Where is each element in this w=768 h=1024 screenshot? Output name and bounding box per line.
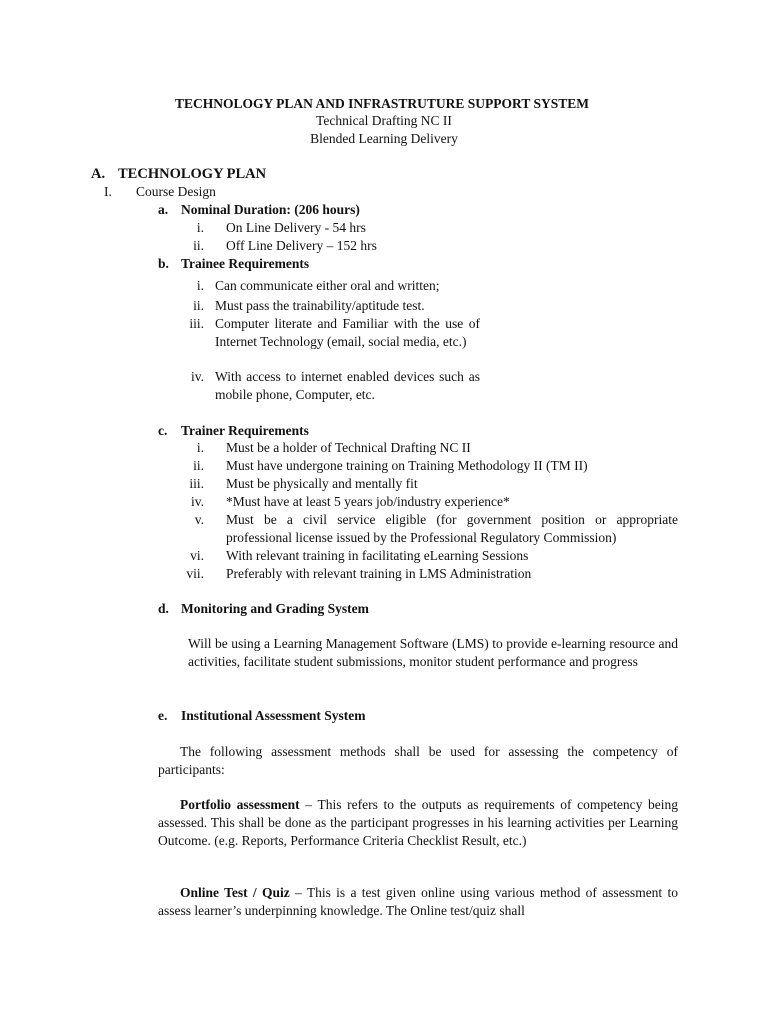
trainer-title: Trainer Requirements — [181, 423, 309, 438]
trainer-item-text: *Must have at least 5 years job/industry experience* — [226, 494, 510, 509]
nominal-item-text: On Line Delivery - 54 hrs — [226, 220, 366, 235]
monitoring-title: Monitoring and Grading System — [181, 601, 369, 616]
trainee-item-text: Computer literate and Familiar with the use of Internet Technology (email, social media, etc.) — [215, 316, 480, 349]
trainee-item-num: ii. — [193, 298, 204, 313]
section-a-title: TECHNOLOGY PLAN — [118, 166, 267, 182]
document-title: TECHNOLOGY PLAN AND INFRASTRUTURE SUPPORT SYSTEM — [175, 96, 589, 111]
trainee-item-num: i. — [196, 278, 204, 293]
nominal-item-num: i. — [196, 220, 204, 235]
online-test-paragraph — [158, 884, 678, 920]
trainer-item-text: With relevant training in facilitating eLearning Sessions — [226, 548, 529, 563]
trainer-item-num: vii. — [186, 566, 204, 581]
course-design-numeral: I. — [104, 184, 112, 199]
section-a-label: A. — [91, 166, 106, 182]
trainer-letter: c. — [158, 423, 168, 438]
trainer-item-text: Must be physically and mentally fit — [226, 476, 418, 491]
trainer-item-text: Must have undergone training on Training Methodology II (TM II) — [226, 458, 588, 473]
trainer-item-num: i. — [196, 440, 204, 455]
trainee-item-text: With access to internet enabled devices such as mobile phone, Computer, etc. — [215, 369, 480, 402]
course-design-title: Course Design — [136, 184, 216, 199]
assessment-letter: e. — [158, 708, 168, 723]
trainer-item-text: Preferably with relevant training in LMS Administration — [226, 566, 532, 581]
trainer-item-text: Must be a civil service eligible (for government position or appropriate professional license issued by the Professional Regulatory Commission) — [226, 512, 678, 545]
nominal-item-num: ii. — [193, 238, 204, 253]
trainee-letter: b. — [158, 256, 169, 271]
portfolio-assessment-term: Portfolio assessment — [180, 797, 300, 812]
trainer-item-text: Must be a holder of Technical Drafting NC II — [226, 440, 471, 455]
nominal-title: Nominal Duration: (206 hours) — [181, 202, 360, 217]
trainee-item-num: iv. — [191, 369, 204, 384]
trainer-item-num: vi. — [190, 548, 204, 563]
assessment-intro-paragraph: The following assessment methods shall be used for assessing the competency of participants: — [158, 744, 678, 777]
online-test-term: Online Test / Quiz — [180, 885, 290, 900]
portfolio-assessment-paragraph — [158, 796, 678, 850]
monitoring-paragraph: Will be using a Learning Management Software (LMS) to provide e-learning resource and activities, facilitate student submissions, monitor student performance and progress — [188, 636, 678, 669]
document-subtitle-program: Technical Drafting NC II — [316, 113, 452, 128]
trainer-item-num: ii. — [193, 458, 204, 473]
trainer-item-num: iii. — [189, 476, 204, 491]
monitoring-letter: d. — [158, 601, 169, 616]
trainee-item-text: Can communicate either oral and written; — [215, 278, 440, 293]
portfolio-assessment-text: – This refers to the outputs as requirements of competency being assessed. This shall be done as the participant progresses in his learning activities per Learning Outcome. (e.g. Reports, Performance Criteria Checklist Result, etc.) — [158, 797, 679, 848]
assessment-title: Institutional Assessment System — [181, 708, 366, 723]
trainee-item-num: iii. — [189, 316, 204, 331]
trainer-item-num: v. — [194, 512, 204, 527]
nominal-letter: a. — [158, 202, 169, 217]
trainee-item-text: Must pass the trainability/aptitude test. — [215, 298, 425, 313]
trainer-item-num: iv. — [191, 494, 204, 509]
document-subtitle-delivery: Blended Learning Delivery — [310, 131, 458, 146]
online-test-text: – This is a test given online using various method of assessment to assess learner’s underpinning knowledge. The Online test/quiz shall — [158, 885, 678, 918]
trainee-title: Trainee Requirements — [181, 256, 310, 271]
nominal-item-text: Off Line Delivery – 152 hrs — [226, 238, 377, 253]
